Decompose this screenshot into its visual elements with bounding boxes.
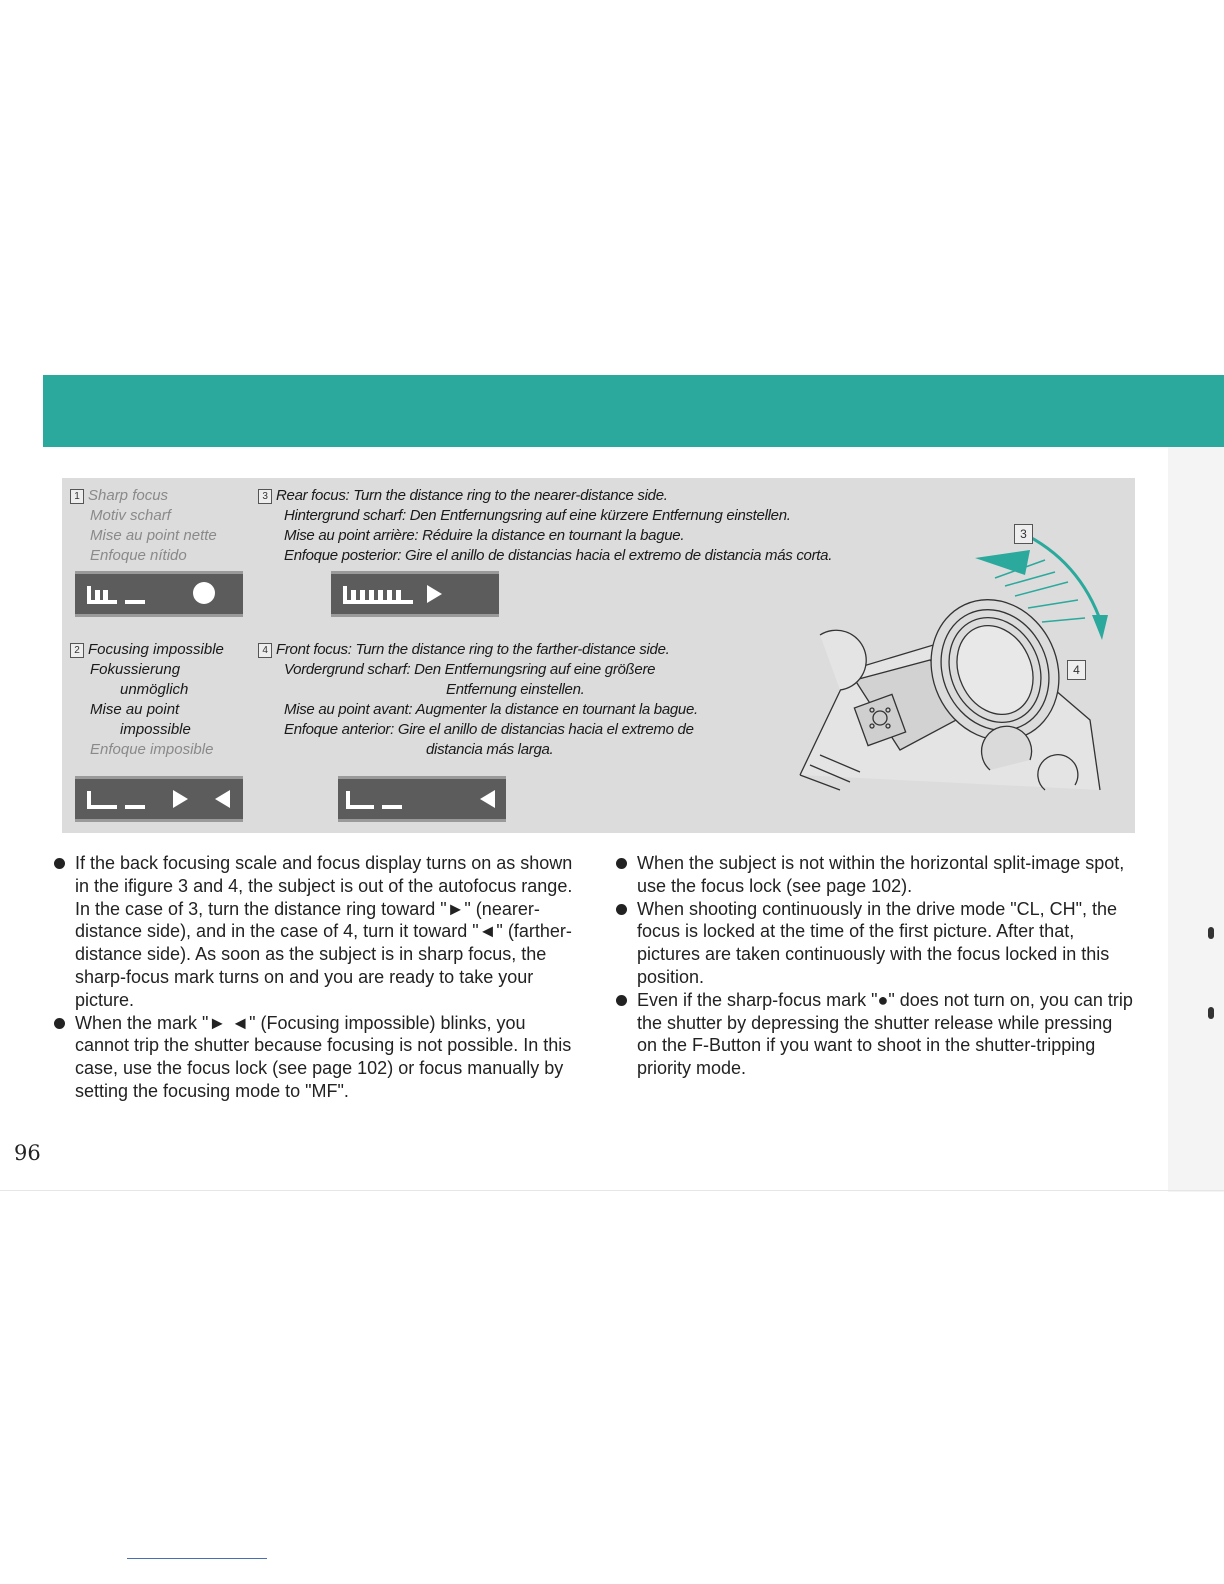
scale-base (346, 805, 374, 809)
scale-dash (382, 805, 402, 809)
front-focus-instructions (258, 640, 698, 760)
scale-bar (103, 590, 108, 600)
label-fr-2: impossible (120, 721, 191, 738)
header-band (43, 375, 1173, 447)
scale-bar (396, 590, 401, 600)
rear-focus-instructions (258, 486, 832, 566)
label-de: Fokussierung (90, 661, 181, 678)
callout-4: 4 (1067, 660, 1086, 680)
page-fold-line (0, 1190, 1224, 1191)
bullet-text: If the back focusing scale and focus display turns on as shown in the ifigure 3 and 4, the subject is out of the autofocus range. In the case of 3, turn the distance ring toward "►" (nearer-distance side), and in the case of 4, turn it toward "◄" (farther-distance side). As soon as the subject is in sharp focus, the sharp-focus mark turns on and you are ready to take your picture. (75, 853, 573, 1010)
play-left-icon (215, 790, 230, 808)
next-page-edge (1168, 447, 1224, 1192)
play-right-icon (173, 790, 188, 808)
bullet-icon (54, 1018, 65, 1029)
label-fr: Mise au point (90, 701, 180, 718)
play-left-icon (480, 790, 495, 808)
bottom-rule (127, 1558, 267, 1559)
instr-en: Rear focus: Turn the distance ring to the nearer-distance side. (276, 487, 668, 504)
edge-mark (1208, 1007, 1214, 1019)
bullet-icon (54, 858, 65, 869)
bullet-item (616, 989, 1136, 1080)
scale-base (87, 600, 117, 604)
instr-fr: Mise au point arrière: Réduire la distance en tournant la bague. (284, 527, 685, 544)
bullet-item (616, 852, 1136, 898)
focusing-impossible-labels (70, 640, 224, 760)
label-es: Enfoque nítido (90, 547, 187, 564)
page-number: 96 (14, 1141, 41, 1165)
scale-bar (95, 590, 100, 600)
right-bullet-list (616, 852, 1136, 1080)
scale-bar (369, 590, 374, 600)
scale-dash (125, 600, 145, 604)
scale-bar (351, 590, 356, 600)
instr-de-2: Entfernung einstellen. (446, 681, 585, 698)
section-number: 2 (70, 643, 84, 658)
instr-en: Front focus: Turn the distance ring to the farther-distance side. (276, 641, 670, 658)
label-de-2: unmöglich (120, 681, 189, 698)
label-de: Motiv scharf (90, 507, 171, 524)
sharp-focus-labels (70, 486, 217, 566)
callout-3: 3 (1014, 524, 1033, 544)
bullet-item (54, 852, 574, 1012)
instr-de: Hintergrund scharf: Den Entfernungsring auf eine kürzere Entfernung einstellen. (284, 507, 791, 524)
sharp-focus-dot-icon (193, 582, 215, 604)
bullet-icon (616, 904, 627, 915)
bullet-icon (616, 858, 627, 869)
camera-illustration (780, 520, 1110, 810)
display-focusing-impossible (75, 776, 243, 822)
instr-es: Enfoque anterior: Gire el anillo de distancias hacia el extremo de (284, 721, 694, 738)
bullet-text: Even if the sharp-focus mark "●" does not turn on, you can trip the shutter by depressing the shutter release while pressing on the F-Button if you want to shoot in the shutter-tripping priority mode. (637, 989, 1133, 1079)
label-es: Enfoque imposible (90, 741, 214, 758)
label-fr: Mise au point nette (90, 527, 217, 544)
scale-bar (378, 590, 383, 600)
scale-bar (360, 590, 365, 600)
scale-base (343, 600, 413, 604)
edge-mark (1208, 927, 1214, 939)
instr-es-2: distancia más larga. (426, 741, 554, 758)
section-number: 4 (258, 643, 272, 658)
scale-dash (125, 805, 145, 809)
bullet-text: When shooting continuously in the drive mode "CL, CH", the focus is locked at the time of the first picture. After that, pictures are taken continuously with the focus locked in this position. (637, 898, 1118, 987)
instr-de: Vordergrund scharf: Den Entfernungsring auf eine größere (284, 661, 656, 678)
play-right-icon (427, 585, 442, 603)
header-band-right (1173, 375, 1224, 447)
display-front-focus (338, 776, 506, 822)
left-bullet-list (54, 852, 574, 1103)
instr-es: Enfoque posterior: Gire el anillo de distancias hacia el extremo de distancia más corta. (284, 547, 833, 564)
bullet-text: When the mark "► ◄" (Focusing impossible) blinks, you cannot trip the shutter because focusing is not possible. In this case, use the focus lock (see page 102) or focus manually by setting the focusing mode to "MF". (75, 1012, 572, 1101)
label-en: Sharp focus (88, 487, 169, 504)
scale-base (87, 805, 117, 809)
display-rear-focus (331, 571, 499, 617)
instr-fr: Mise au point avant: Augmenter la distance en tournant la bague. (284, 701, 698, 718)
bullet-text: When the subject is not within the horizontal split-image spot, use the focus lock (see page 102). (637, 853, 1125, 896)
label-en: Focusing impossible (88, 641, 224, 658)
bullet-icon (616, 995, 627, 1006)
section-number: 3 (258, 489, 272, 504)
bullet-item (616, 898, 1136, 989)
scale-bar (387, 590, 392, 600)
bullet-item (54, 1012, 574, 1103)
display-sharp-focus (75, 571, 243, 617)
section-number: 1 (70, 489, 84, 504)
